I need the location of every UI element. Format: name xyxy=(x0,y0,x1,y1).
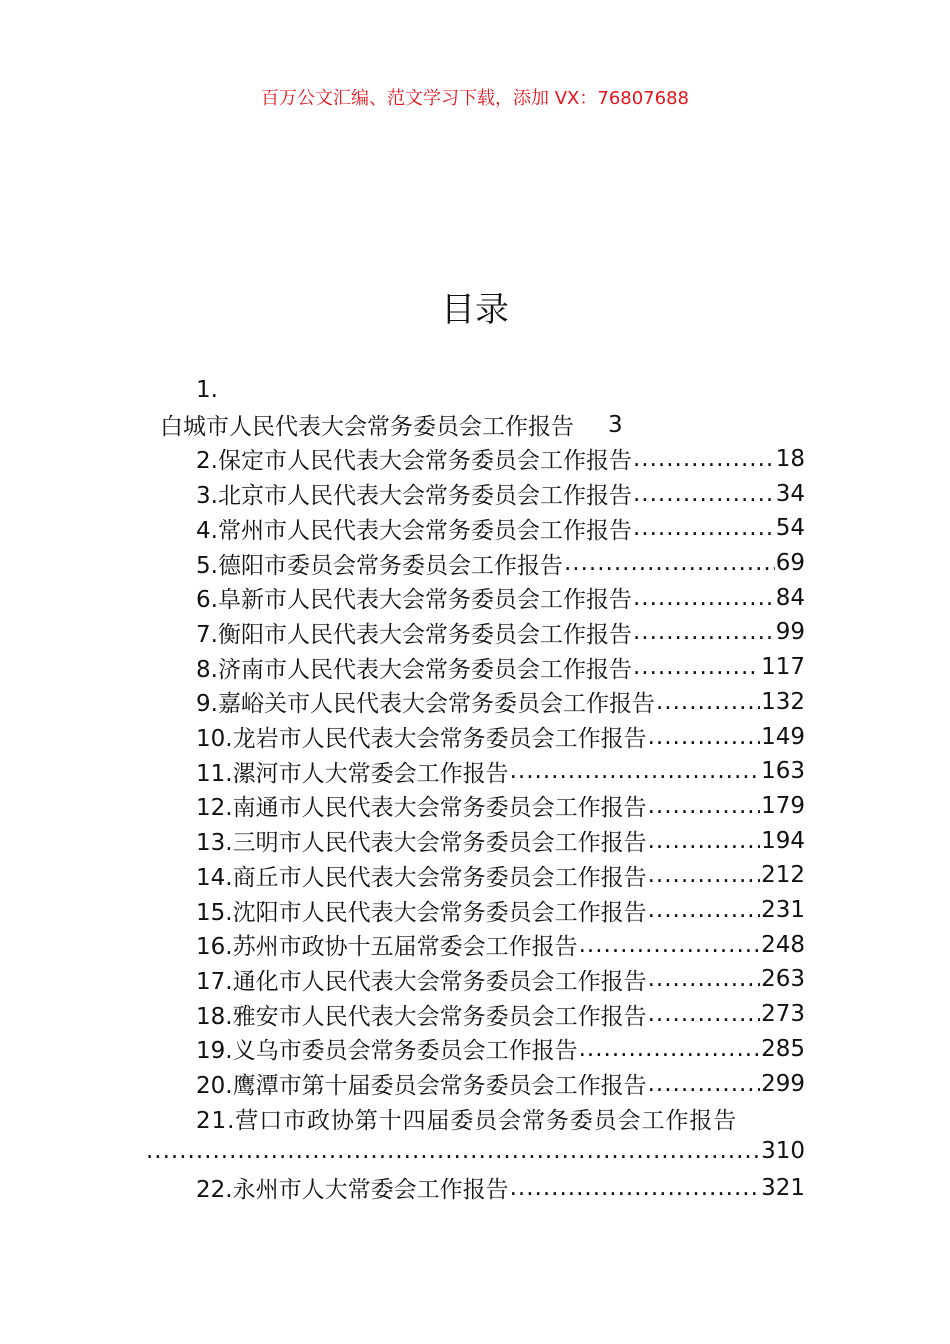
dot-leader xyxy=(579,1036,761,1062)
dot-leader xyxy=(633,654,760,680)
toc-entry[interactable] xyxy=(196,719,805,754)
toc-entry-label: 12.南通市人民代表大会常务委员会工作报告 xyxy=(196,795,647,822)
toc-entry-label: 9.嘉峪关市人民代表大会常务委员会工作报告 xyxy=(196,691,655,718)
watermark-header: 百万公文汇编、范文学习下载，添加 VX：76807688 xyxy=(261,88,689,109)
dot-leader xyxy=(564,550,775,576)
toc-entry[interactable] xyxy=(196,1031,805,1066)
toc-entry-page: 84 xyxy=(775,584,805,611)
toc-entry-label: 20.鹰潭市第十届委员会常务委员会工作报告 xyxy=(196,1073,647,1099)
toc-entry-page: 310 xyxy=(761,1137,805,1164)
toc-entry-label: 13.三明市人民代表大会常务委员会工作报告 xyxy=(196,830,647,857)
toc-entry-label: 5.德阳市委员会常务委员会工作报告 xyxy=(196,552,563,579)
dot-leader xyxy=(633,515,775,541)
dot-leader xyxy=(633,481,775,507)
toc-entry[interactable] xyxy=(196,754,805,789)
toc-entry-label: 22.永州市人大常委会工作报告 xyxy=(196,1177,509,1204)
toc-entry-page: 149 xyxy=(761,723,805,750)
toc-entry-label: 11.漯河市人大常委会工作报告 xyxy=(196,760,509,787)
toc-entry-label: 6.阜新市人民代表大会常务委员会工作报告 xyxy=(196,587,632,614)
toc-entry-page: 132 xyxy=(761,688,805,715)
toc-entry-label: 白城市人民代表大会常务委员会工作报告 xyxy=(160,414,574,440)
dot-leader xyxy=(648,862,761,888)
toc-entry-label: 3.北京市人民代表大会常务委员会工作报告 xyxy=(196,483,632,510)
toc-entry-label: 18.雅安市人民代表大会常务委员会工作报告 xyxy=(196,1003,647,1030)
toc-entry-21-leader[interactable] xyxy=(145,1133,805,1168)
toc-entry-page: 3 xyxy=(608,411,623,438)
toc-entry-page: 18 xyxy=(775,445,805,472)
toc-entry-page: 34 xyxy=(775,480,805,507)
toc-entry-label: 15.沈阳市人民代表大会常务委员会工作报告 xyxy=(196,899,647,926)
toc-entry-1-number[interactable]: 1. xyxy=(196,376,218,403)
dot-leader xyxy=(648,1001,761,1027)
dot-leader xyxy=(510,1175,761,1201)
dot-leader xyxy=(648,828,761,854)
toc-entry-label: 8.济南市人民代表大会常务委员会工作报告 xyxy=(196,656,632,683)
toc-entry-page: 117 xyxy=(761,654,805,681)
toc-entry-label: 19.义乌市委员会常务委员会工作报告 xyxy=(196,1038,578,1065)
toc-entry[interactable] xyxy=(196,927,805,962)
toc-entry[interactable] xyxy=(196,511,805,546)
toc-entry-page: 179 xyxy=(761,792,805,819)
dot-leader xyxy=(648,724,761,750)
toc-entry-label: 17.通化市人民代表大会常务委员会工作报告 xyxy=(196,968,647,995)
toc-entry[interactable] xyxy=(196,650,805,685)
toc-entry-22[interactable] xyxy=(196,1170,805,1205)
toc-entry-page: 273 xyxy=(761,1001,805,1028)
dot-leader xyxy=(633,446,775,472)
toc-entry[interactable] xyxy=(196,1066,805,1101)
page-title: 目录 xyxy=(441,290,509,330)
toc-entry-page: 69 xyxy=(775,550,805,576)
toc-entry-page: 285 xyxy=(761,1035,805,1062)
toc-entry-page: 299 xyxy=(761,1070,805,1097)
toc-entry[interactable] xyxy=(196,580,805,615)
dot-leader xyxy=(633,619,775,645)
toc-entry-1[interactable] xyxy=(160,407,623,442)
toc-entry-label: 10.龙岩市人民代表大会常务委员会工作报告 xyxy=(196,726,647,752)
toc-entry-label: 4.常州市人民代表大会常务委员会工作报告 xyxy=(196,517,632,544)
dot-leader xyxy=(648,966,761,992)
toc-entry[interactable] xyxy=(196,893,805,928)
dot-leader xyxy=(146,1138,760,1164)
toc-entry-page: 54 xyxy=(775,515,805,542)
toc-entry[interactable] xyxy=(196,684,805,719)
toc-entry-page: 99 xyxy=(775,619,805,646)
toc-entry[interactable] xyxy=(196,962,805,997)
toc-entry-page: 194 xyxy=(761,827,805,854)
dot-leader xyxy=(648,793,761,819)
toc-entry-page: 248 xyxy=(761,931,805,958)
toc-entry-label: 14.商丘市人民代表大会常务委员会工作报告 xyxy=(196,864,647,891)
toc-entry[interactable] xyxy=(196,441,805,476)
toc-entry[interactable] xyxy=(196,546,805,581)
toc-entry[interactable] xyxy=(196,788,805,823)
toc-entry[interactable] xyxy=(196,615,805,650)
toc-entry-page: 231 xyxy=(761,897,805,923)
toc-entry[interactable] xyxy=(196,858,805,893)
toc-entry-label: 16.苏州市政协十五届常委会工作报告 xyxy=(196,934,578,961)
toc-entry[interactable] xyxy=(196,476,805,511)
toc-entry-label: 21.营口市政协第十四届委员会常务委员会工作报告 xyxy=(196,1107,738,1134)
toc-entry-page: 212 xyxy=(761,862,805,889)
toc-entry-21[interactable] xyxy=(196,1101,805,1136)
toc-entry[interactable] xyxy=(196,997,805,1032)
toc-entry-label: 7.衡阳市人民代表大会常务委员会工作报告 xyxy=(196,621,632,648)
dot-leader xyxy=(579,932,761,958)
toc-entry-page: 263 xyxy=(761,966,805,993)
toc-entry-page: 321 xyxy=(761,1174,805,1201)
dot-leader xyxy=(510,758,761,784)
dot-leader xyxy=(633,585,775,611)
dot-leader xyxy=(648,1071,761,1097)
dot-leader xyxy=(656,689,760,715)
dot-leader xyxy=(648,897,761,923)
toc-entry-page: 163 xyxy=(761,758,805,785)
toc-entry[interactable] xyxy=(196,823,805,858)
toc-entry-label: 2.保定市人民代表大会常务委员会工作报告 xyxy=(196,448,632,475)
